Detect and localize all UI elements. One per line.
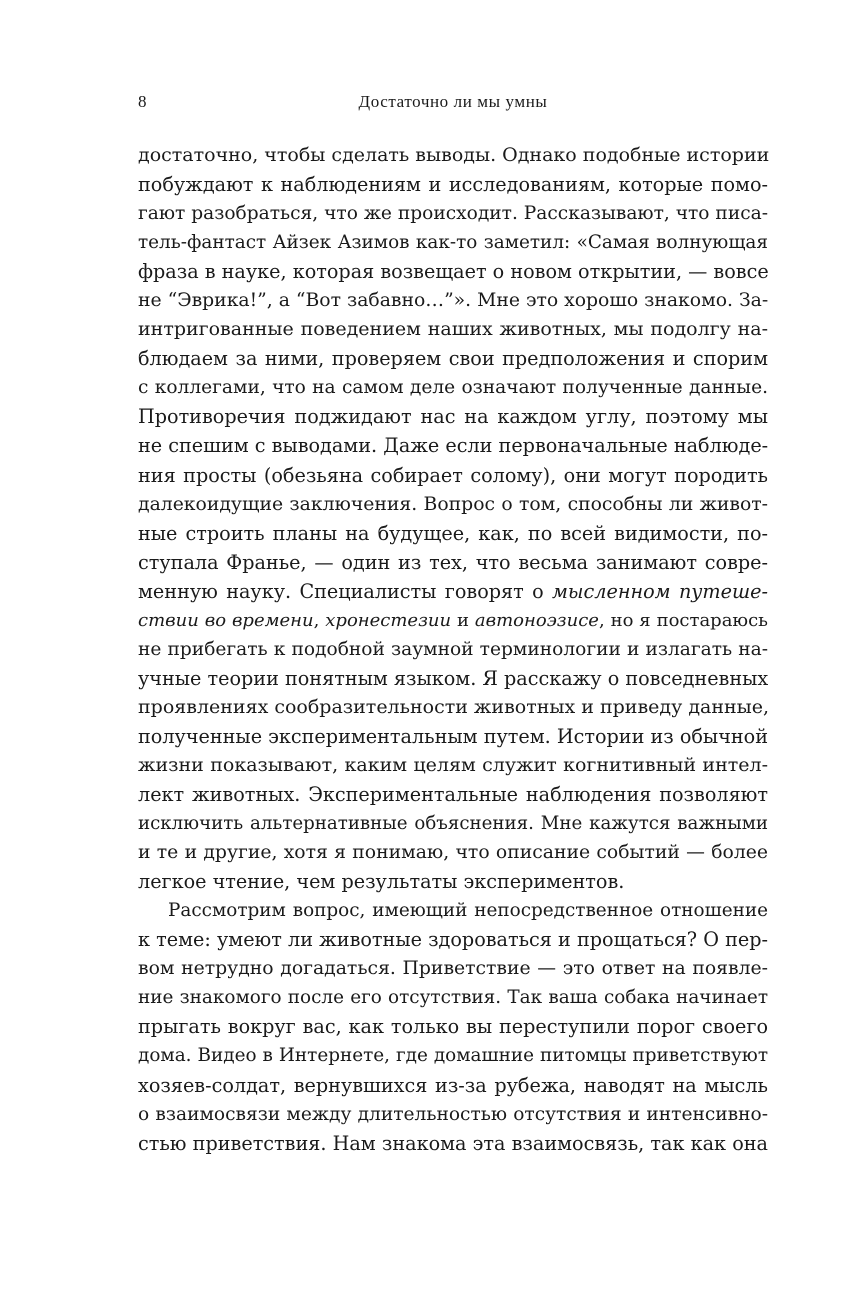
page-number: 8 xyxy=(138,92,148,111)
text-run: , xyxy=(313,609,326,631)
italic-term: мысленном путеше- xyxy=(552,579,768,603)
text-line: о взаимосвязи между длительностью отсутствия и интенсивно- xyxy=(138,1103,768,1125)
text-line: Противоречия поджидают нас на каждом углу, поэтому мы xyxy=(138,405,768,429)
text-line: жизни показывают, каким целям служит когнитивный интел- xyxy=(138,753,768,776)
text-run: , но я постараюсь xyxy=(598,609,768,631)
text-line: вом нетрудно догадаться. Приветствие — это ответ на появле- xyxy=(138,958,768,980)
text-line: с коллегами, что на самом деле означают полученные данные. xyxy=(138,377,768,399)
text-line: тель-фантаст Айзек Азимов как-то заметил: «Самая волнующая xyxy=(138,232,768,254)
text-line: не спешим с выводами. Даже если первоначальные наблюде- xyxy=(138,434,769,458)
paragraph-last-line: легкое чтение, чем результаты экспериментов. xyxy=(138,870,625,894)
text-line: дома. Видео в Интернете, где домашние питомцы приветствуют xyxy=(138,1045,768,1067)
text-line: ния просты (обезьяна собирает солому), они могут породить xyxy=(138,463,768,487)
text-line xyxy=(138,606,768,635)
text-line: достаточно, чтобы сделать выводы. Однако подобные истории xyxy=(138,144,770,166)
running-title: Достаточно ли мы умны xyxy=(358,92,548,111)
body-text xyxy=(138,141,768,1158)
text-line: хозяев-солдат, вернувшихся из-за рубежа, наводят на мысль xyxy=(138,1073,768,1097)
text-line: исключить альтернативные объяснения. Мне кажутся важными xyxy=(138,813,768,835)
text-line: гают разобраться, что же происходит. Рассказывают, что писа- xyxy=(138,203,768,225)
text-line: ние знакомого после его отсутствия. Так ваша собака начинает xyxy=(138,987,768,1009)
text-line: учные теории понятным языком. Я расскажу о повседневных xyxy=(138,666,769,690)
text-line: не прибегать к подобной заумной терминологии и излагать на- xyxy=(138,638,768,660)
text-run: менную науку. Специалисты говорят о xyxy=(138,579,552,603)
text-line xyxy=(138,577,768,606)
text-line: фраза в науке, которая возвещает о новом открытии, — вовсе xyxy=(138,260,769,284)
italic-term: хронестезии xyxy=(325,609,452,631)
page-header xyxy=(138,92,768,118)
italic-term: автоноэзисе xyxy=(474,609,599,631)
text-line: прыгать вокруг вас, как только вы переступили порог своего xyxy=(138,1015,768,1039)
text-line: интригованные поведением наших животных, мы подолгу на- xyxy=(138,318,768,341)
text-line: далекоидущие заключения. Вопрос о том, способны ли живот- xyxy=(138,493,768,515)
text-line: лект животных. Экспериментальные наблюдения позволяют xyxy=(138,783,768,807)
text-line: ступала Франье, — один из тех, что весьма занимают совре- xyxy=(138,550,768,574)
text-line: не “Эврика!”, а “Вот забавно…”». Мне это хорошо знакомо. За- xyxy=(138,290,769,312)
text-run: и xyxy=(451,609,475,631)
text-line: и те и другие, хотя я понимаю, что описание событий — более xyxy=(138,842,768,864)
paragraph-first-line: Рассмотрим вопрос, имеющий непосредственное отношение xyxy=(168,900,768,922)
text-line: полученные экспериментальным путем. Истории из обычной xyxy=(138,724,769,748)
text-line: блюдаем за ними, проверяем свои предположения и спорим xyxy=(138,347,768,371)
text-line: проявлениях сообразительности животных и приведу данные, xyxy=(138,695,770,718)
italic-term: ствии во времени xyxy=(138,609,314,631)
text-line: ные строить планы на будущее, как, по всей видимости, по- xyxy=(138,521,768,545)
text-line: стью приветствия. Нам знакома эта взаимосвязь, так как она xyxy=(138,1131,768,1155)
text-line: побуждают к наблюдениям и исследованиям, которые помо- xyxy=(138,173,768,197)
text-line: к теме: умеют ли животные здороваться и прощаться? О пер- xyxy=(138,928,768,952)
